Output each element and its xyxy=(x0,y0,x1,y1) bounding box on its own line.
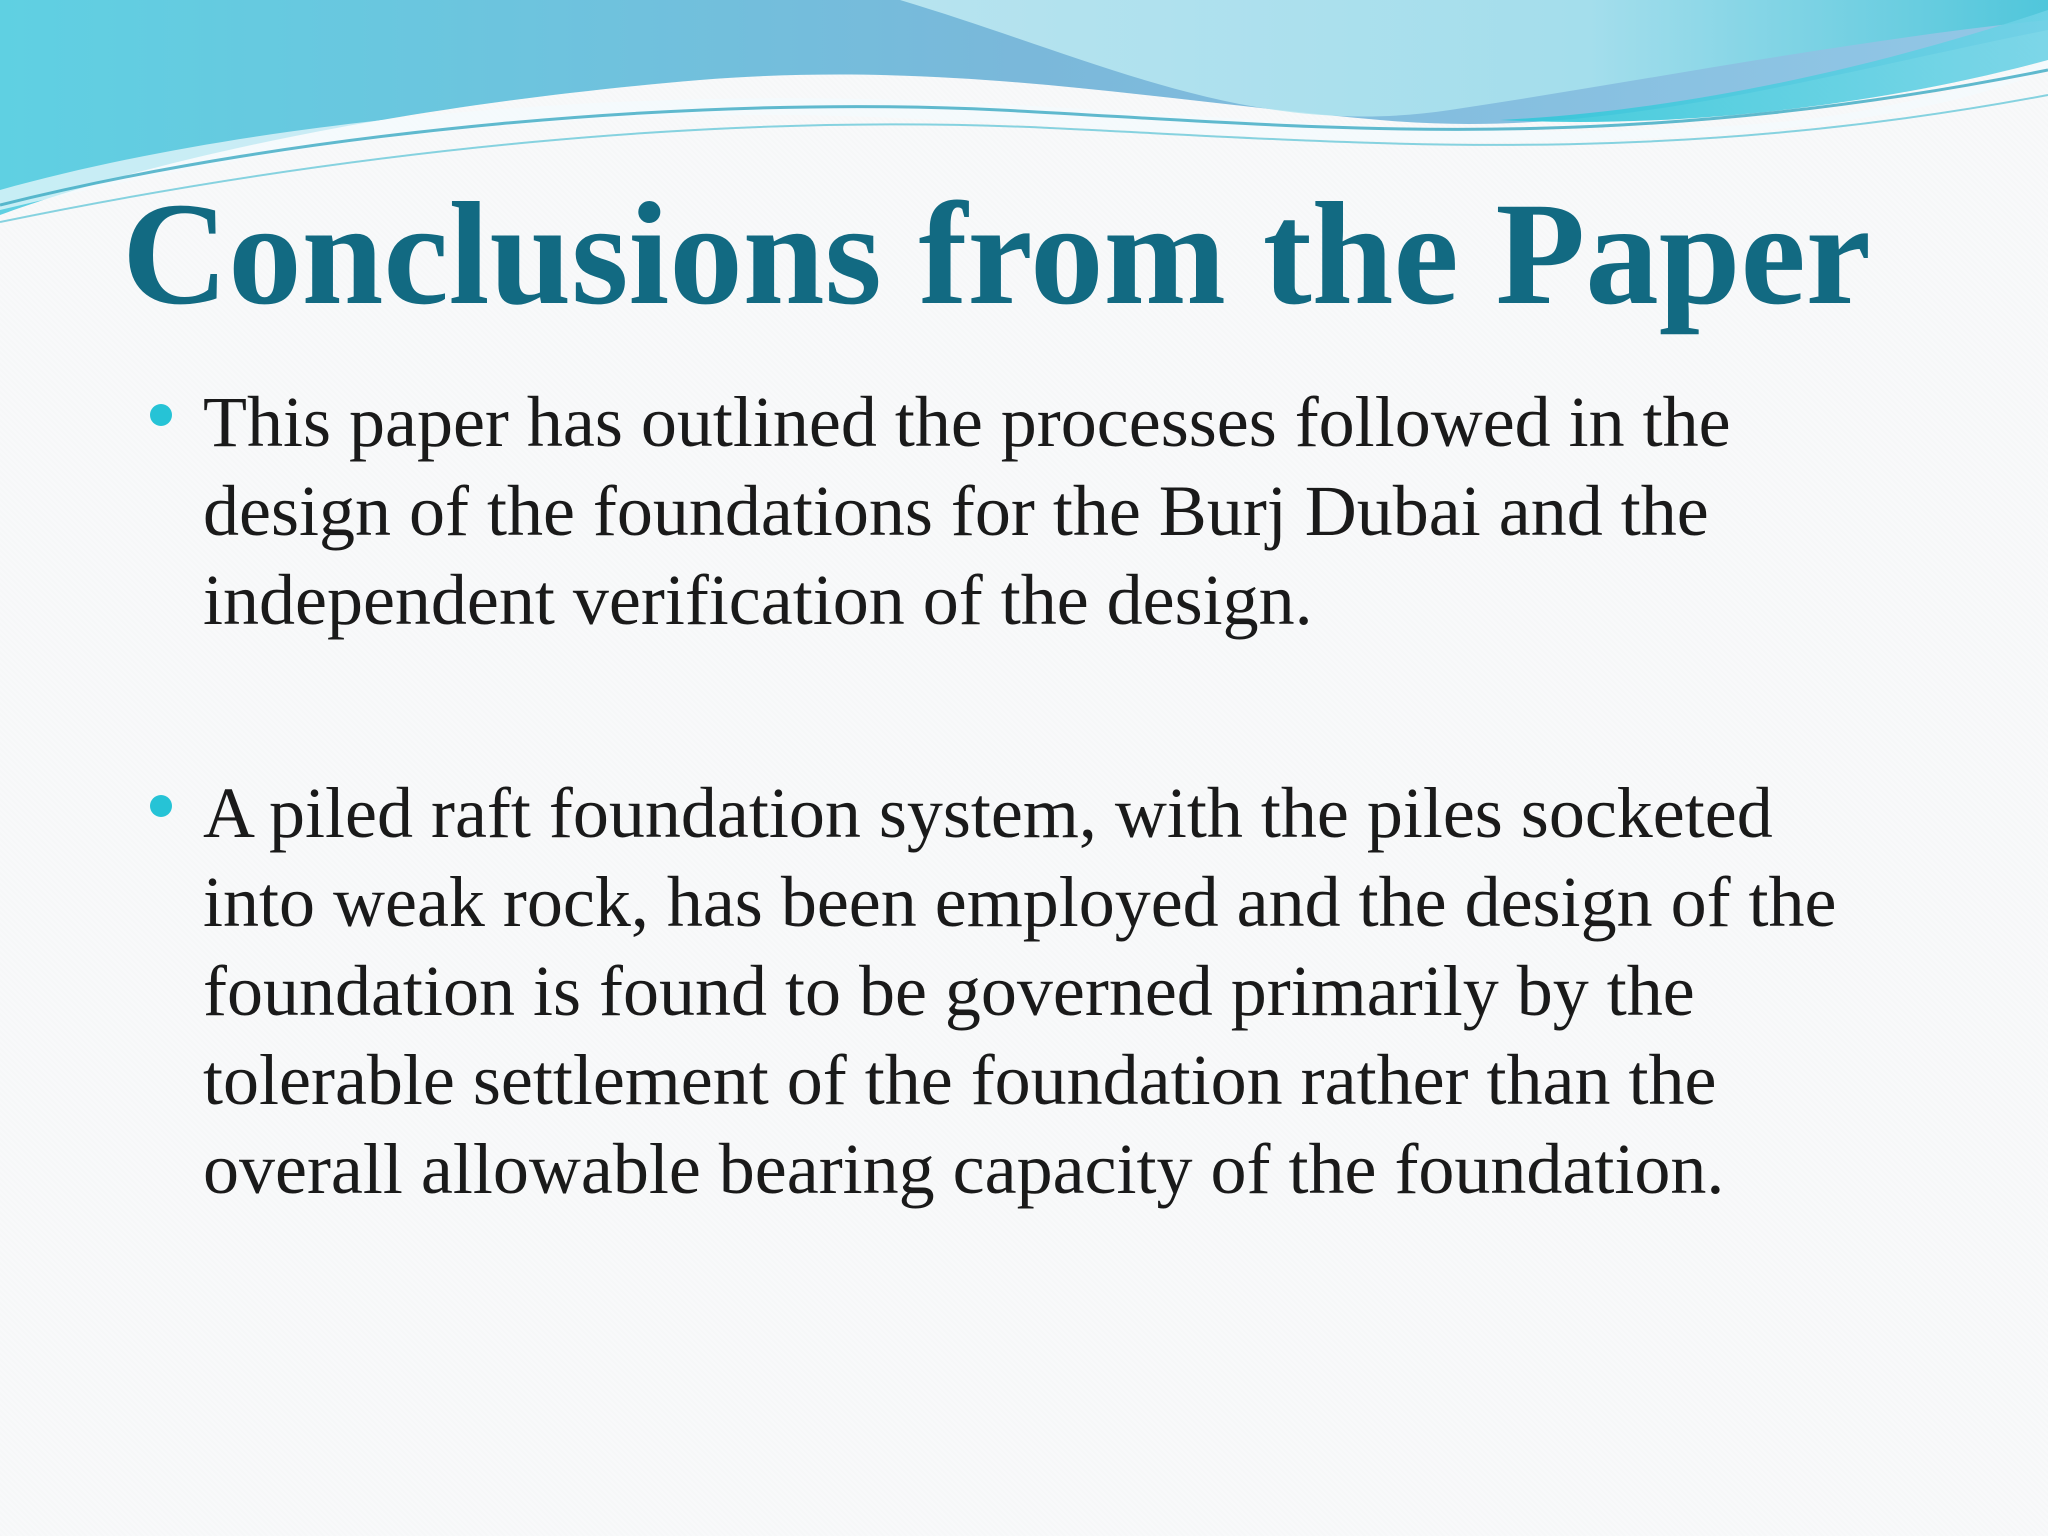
bullet-line: design of the foundations for the Burj Dubai and the xyxy=(203,471,1709,551)
bullet-line: foundation is found to be governed primarily by the xyxy=(203,951,1695,1031)
bullet-line: This paper has outlined the processes followed in the xyxy=(203,382,1731,462)
bullet-text xyxy=(203,378,1923,645)
bullet-dot-icon xyxy=(150,795,172,817)
bullet-dot-icon xyxy=(150,404,172,426)
bullet-line: independent verification of the design. xyxy=(203,560,1313,640)
bullet-text xyxy=(203,769,1923,1214)
bullet-line: tolerable settlement of the foundation rather than the xyxy=(203,1040,1717,1120)
slide-title: Conclusions from the Paper xyxy=(122,172,1871,335)
bullet-line: overall allowable bearing capacity of the foundation. xyxy=(203,1129,1725,1209)
bullet-line: into weak rock, has been employed and the design of the xyxy=(203,862,1837,942)
bullet-line: A piled raft foundation system, with the piles socketed xyxy=(203,773,1773,853)
